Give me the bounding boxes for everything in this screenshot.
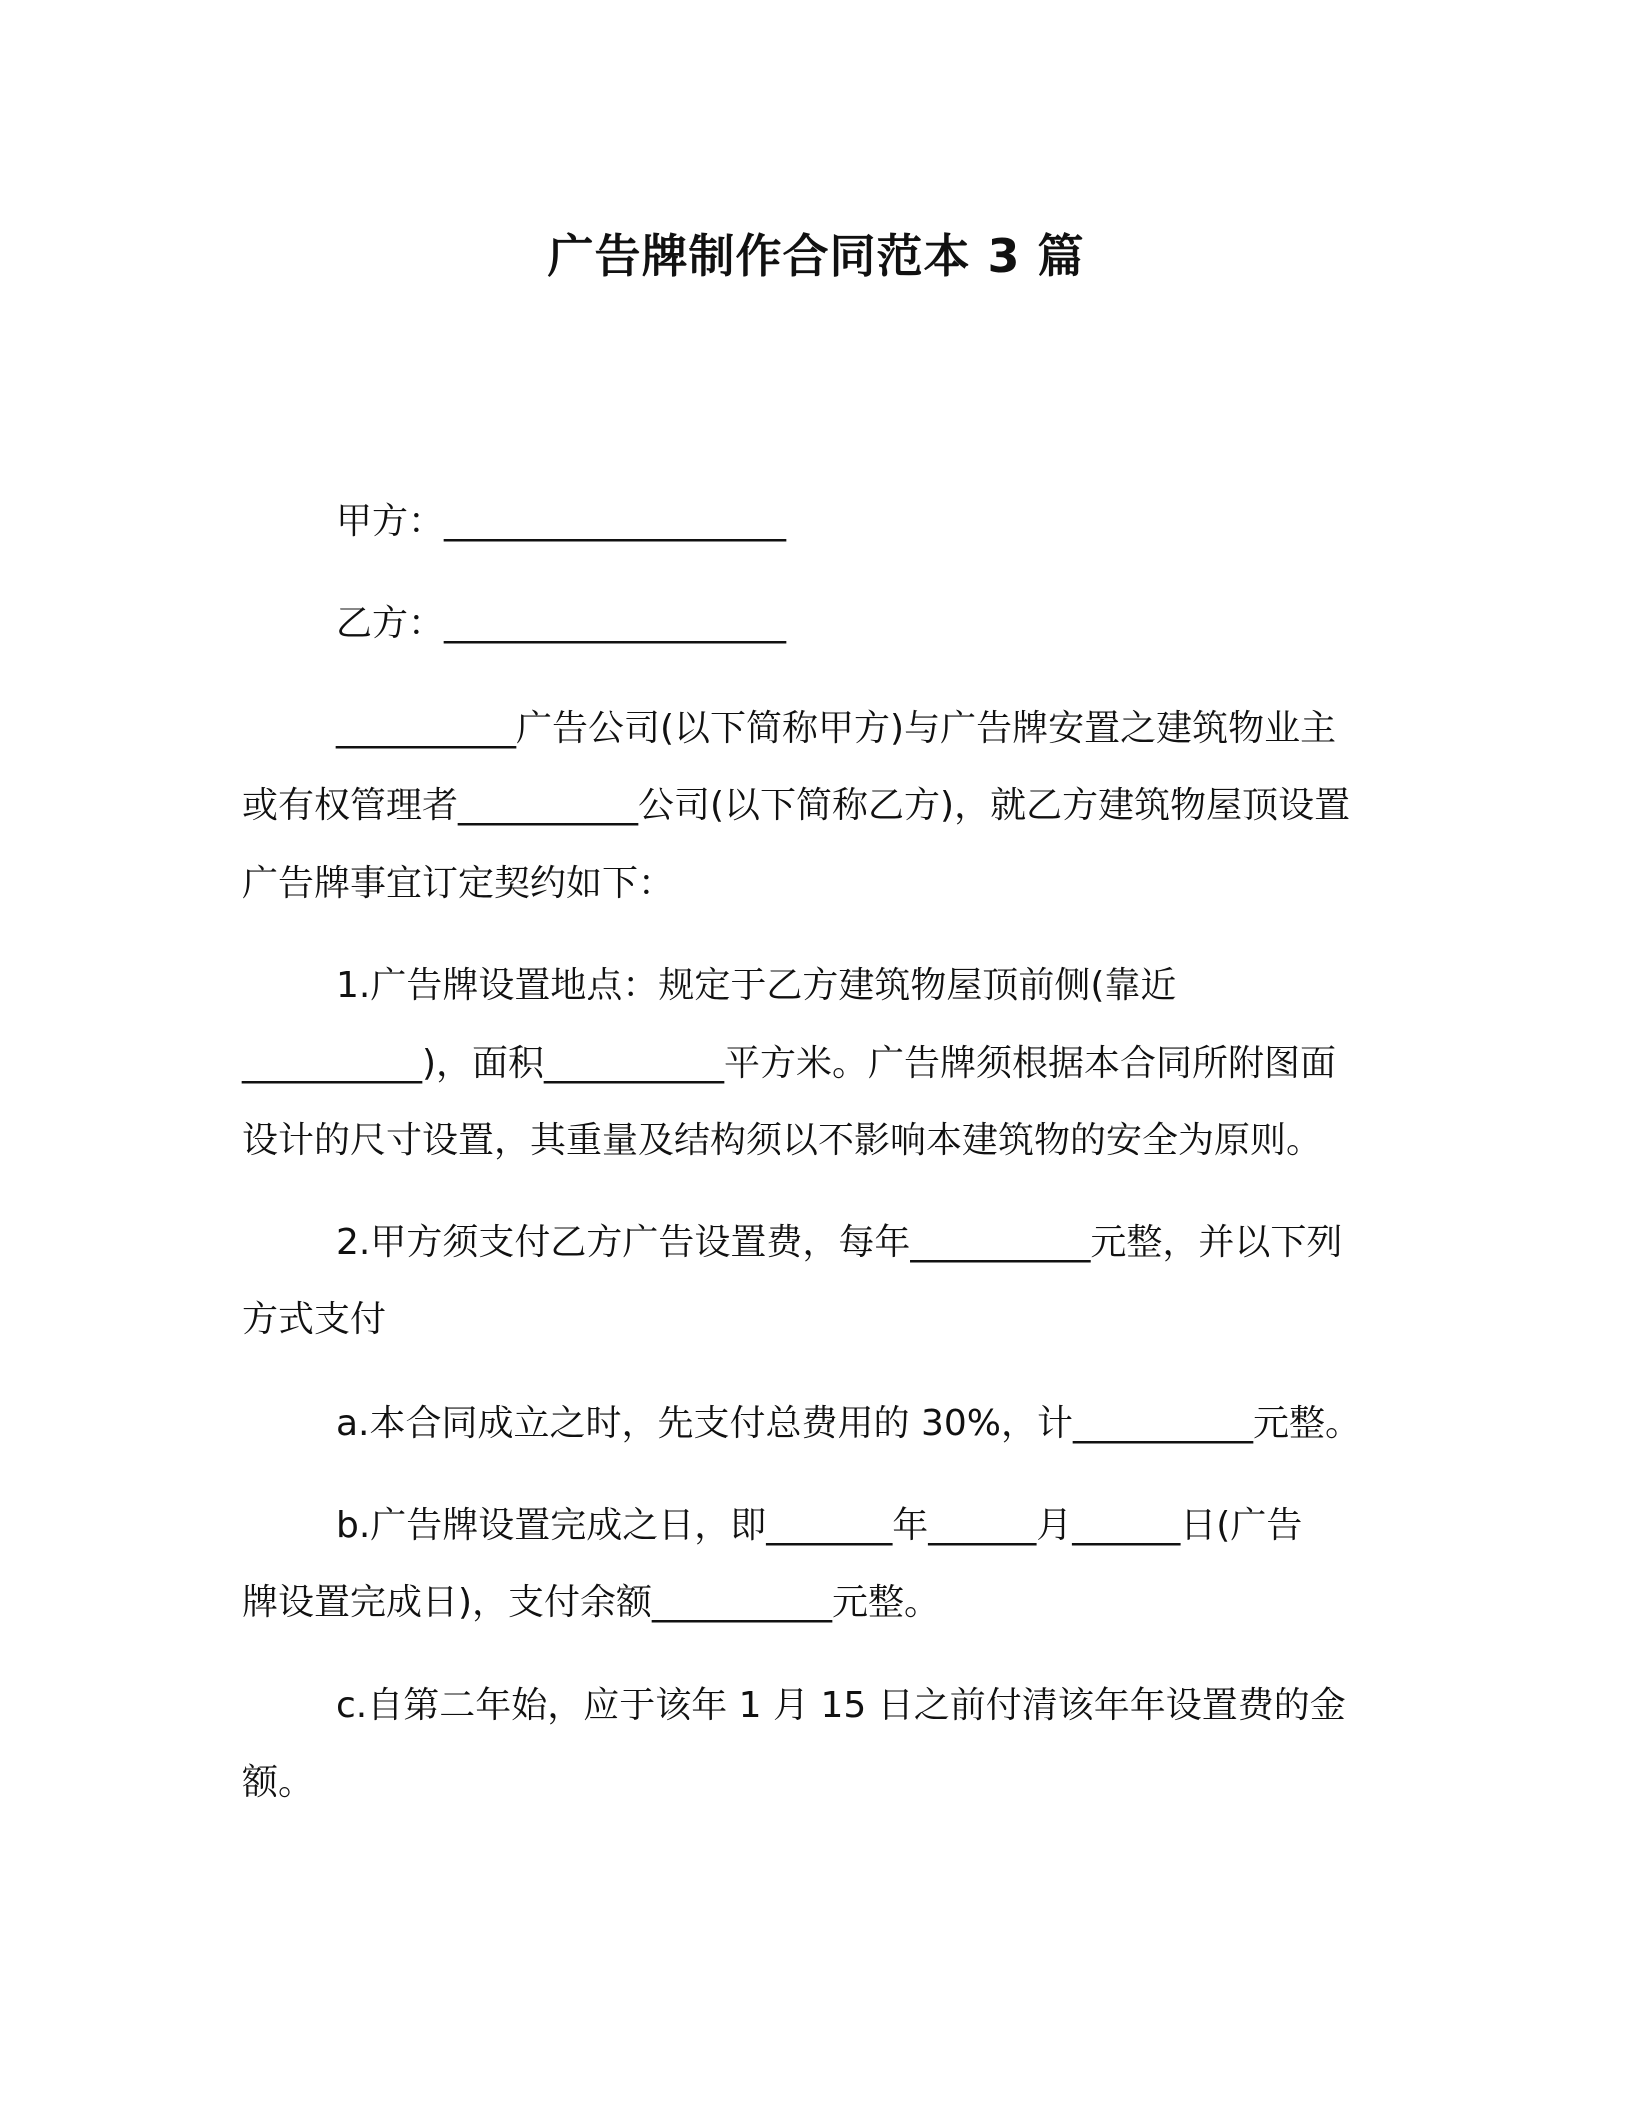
clause-2-line-2: 方式支付 <box>242 1299 387 1340</box>
clause-1-line-2: __________)，面积__________平方米。广告牌须根据本合同所附图面 <box>242 1043 1337 1084</box>
clause-2b-line-2: 牌设置完成日)，支付余额__________元整。 <box>242 1582 941 1623</box>
intro-line-3: 广告牌事宜订定契约如下： <box>242 863 675 904</box>
clause-1-line-3: 设计的尺寸设置，其重量及结构须以不影响本建筑物的安全为原则。 <box>242 1120 1323 1161</box>
clause-2c-line-1: c.自第二年始，应于该年 1 月 15 日之前付清该年年设置费的金 <box>336 1685 1346 1726</box>
clause-2b-line-1: b.广告牌设置完成之日，即_______年______月______日(广告 <box>336 1505 1303 1546</box>
party-b-line: 乙方：___________________ <box>336 603 787 644</box>
clause-2a-line: a.本合同成立之时，先支付总费用的 30%，计__________元整。 <box>336 1403 1361 1444</box>
document-title: 广告牌制作合同范本 3 篇 <box>547 229 1085 283</box>
clause-2c-line-2: 额。 <box>242 1762 315 1803</box>
clause-2-line-1: 2.甲方须支付乙方广告设置费，每年__________元整，并以下列 <box>336 1222 1343 1263</box>
party-a-line: 甲方：___________________ <box>336 501 787 542</box>
intro-line-1: __________广告公司(以下简称甲方)与广告牌安置之建筑物业主 <box>336 708 1337 749</box>
clause-1-line-1: 1.广告牌设置地点：规定于乙方建筑物屋顶前侧(靠近 <box>336 965 1177 1006</box>
intro-line-2: 或有权管理者__________公司(以下简称乙方)，就乙方建筑物屋顶设置 <box>242 785 1351 826</box>
